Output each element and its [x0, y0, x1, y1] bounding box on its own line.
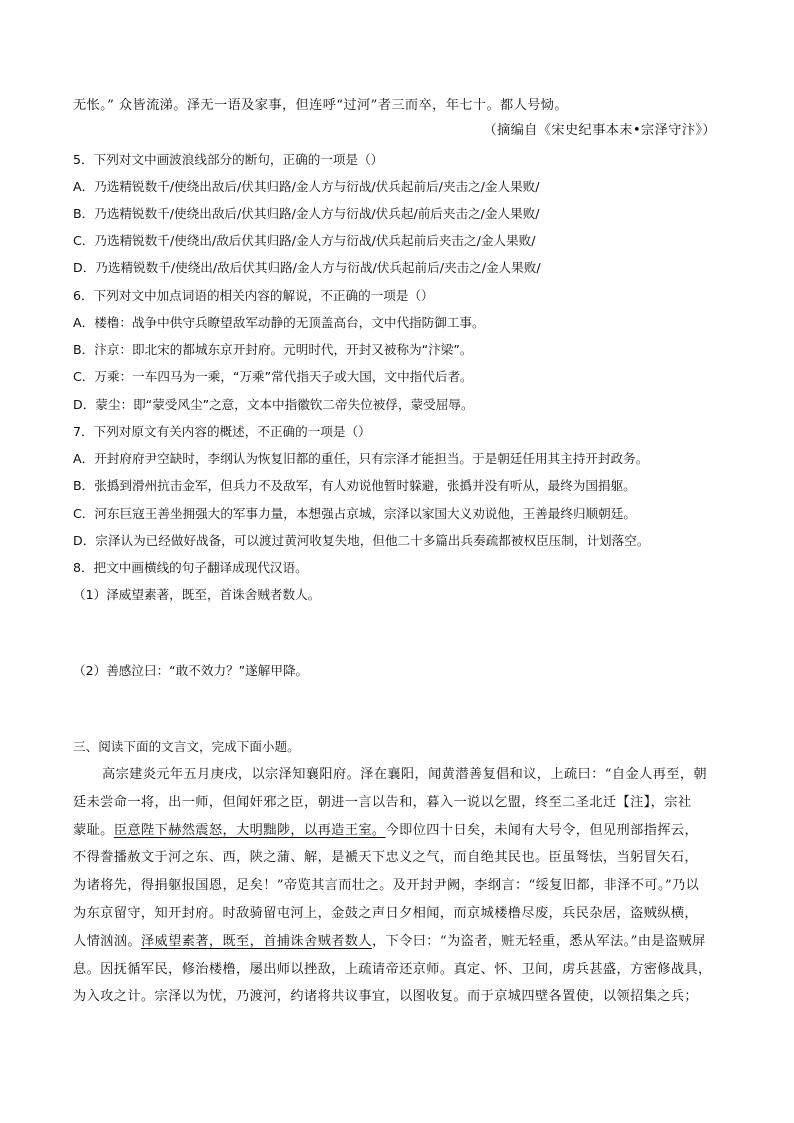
passage-text: 今即位四十日矣，未闻有大号令，但见刑部指挥云，: [385, 823, 699, 838]
underlined-sentence: 泽威望素著，既至，首捕诛舍贼者数人: [140, 934, 372, 949]
question-6-option-c: C．万乘：一车四马为一乘，“万乘”常代指天子或大国，文中指代后者。: [73, 369, 473, 384]
question-7-option-a: A．开封府府尹空缺时，李纲认为恢复旧都的重任，只有宗泽才能担当。于是朝廷任用其主持开封政务。: [73, 451, 649, 466]
underlined-sentence: 臣意陛下赫然震怒，大明黜陟，以再造王室。: [113, 823, 386, 838]
passage-line: [73, 933, 706, 951]
passage-line: 不得誊播赦文于河之东、西，陕之蒲、解，是褫天下忠义之气，而自绝其民也。臣虽驽怯，当躬冒矢石，: [73, 850, 699, 865]
question-8-stem: 8．把文中画横线的句子翻译成现代汉语。: [73, 560, 308, 575]
section-3-heading: 三、阅读下面的文言文，完成下面小题。: [73, 739, 300, 754]
passage-line: 为入攻之计。宗泽以为忧，乃渡河，约诸将共议事宜，以图收复。而于京城四壁各置使，以领招集之兵；: [73, 989, 699, 1004]
question-6-option-b: B．汴京：即北宋的都城东京开封府。元明时代，开封又被称为“汴梁”。: [73, 342, 473, 357]
passage-line: 高宗建炎元年五月庚戌，以宗泽知襄阳府。泽在襄阳，闻黄潜善复倡和议，上疏曰：“自金人再至，朝: [102, 767, 707, 782]
question-7-option-d: D．宗泽认为已经做好战备，可以渡过黄河收复失地，但他二十多篇出兵奏疏都被权臣压制，计划落空。: [73, 533, 650, 548]
passage-text: ，下令曰：“为盗者，赃无轻重，悉从军法。”由是盗贼屏: [371, 934, 706, 949]
question-7-option-c: C．河东巨寇王善坐拥强大的军事力量，本想强占京城，宗泽以家国大义劝说他，王善最终归顺朝廷。: [73, 506, 636, 521]
question-5-stem: 5．下列对文中画波浪线部分的断句，正确的一项是（）: [73, 152, 384, 167]
question-5-option-a: A．乃选精锐数千/使绕出敌后/伏其归路/金人方与衍战/伏兵起前后/夹击之/金人果败/: [73, 179, 540, 194]
source-citation: （摘编自《宋史纪事本末•宗泽守汴》）: [483, 123, 716, 138]
question-6-option-d: D．蒙尘：即“蒙受风尘”之意，文本中指徽钦二帝失位被俘，蒙受屈辱。: [73, 397, 474, 412]
passage-line: [73, 822, 698, 840]
question-5-option-c: C．乃选精锐数千/使绕出/敌后伏其归路/金人方与衍战/伏兵起前后夹击之/金人果败/: [73, 233, 536, 248]
passage-line: 廷未尝命一将，出一师，但闻奸邪之臣，朝进一言以告和，暮入一说以乞盟，终至二圣北迁【注】，宗社: [73, 795, 692, 810]
question-6-option-a: A．楼橹：战争中供守兵瞭望敌军动静的无顶盖高台，文中代指防御工事。: [73, 315, 485, 330]
prev-passage-line: 无怅。” 众皆流涕。泽无一语及家事，但连呼“过河”者三而卒，年七十。都人号恸。: [73, 98, 568, 113]
passage-line: 为东京留守，知开封府。时敌骑留屯河上，金鼓之声日夕相闻，而京城楼橹尽废，兵民杂居，盗贼纵横，: [73, 906, 699, 921]
question-5-option-b: B．乃选精锐数千/使绕出敌后/伏其归路/金人方与衍战/伏兵起/前后夹击之/金人果败/: [73, 206, 540, 221]
passage-line: 息。因抚循军民，修治楼橹，屡出师以挫敌，上疏请帝还京师。真定、怀、卫间，虏兵甚盛，方密修战具，: [73, 962, 712, 977]
question-6-stem: 6．下列对文中加点词语的相关内容的解说，不正确的一项是（）: [73, 288, 434, 303]
question-5-option-d: D．乃选精锐数千/使绕出/敌后伏其归路/金人方与衍战/伏兵起前后/夹击之/金人果败/: [73, 260, 541, 275]
passage-line: 为诸将先，得捐躯报国恩，足矣！”帝览其言而壮之。及开封尹阙，李纲言：“绥复旧都，非泽不可。”乃以: [73, 878, 700, 893]
passage-text: 人情汹汹。: [73, 934, 141, 949]
question-7-stem: 7．下列对原文有关内容的概述，不正确的一项是（）: [73, 424, 371, 439]
passage-text: 蒙耻。: [73, 823, 114, 838]
question-8-item-1: （1）泽威望素著，既至，首诛舍贼者数人。: [73, 587, 321, 602]
question-8-item-2: （2）善感泣曰：“敢不效力？”遂解甲降。: [73, 663, 309, 678]
question-7-option-b: B．张撝到滑州抗击金军，但兵力不及敌军，有人劝说他暂时躲避，张撝并没有听从，最终为国捐躯。: [73, 478, 636, 493]
